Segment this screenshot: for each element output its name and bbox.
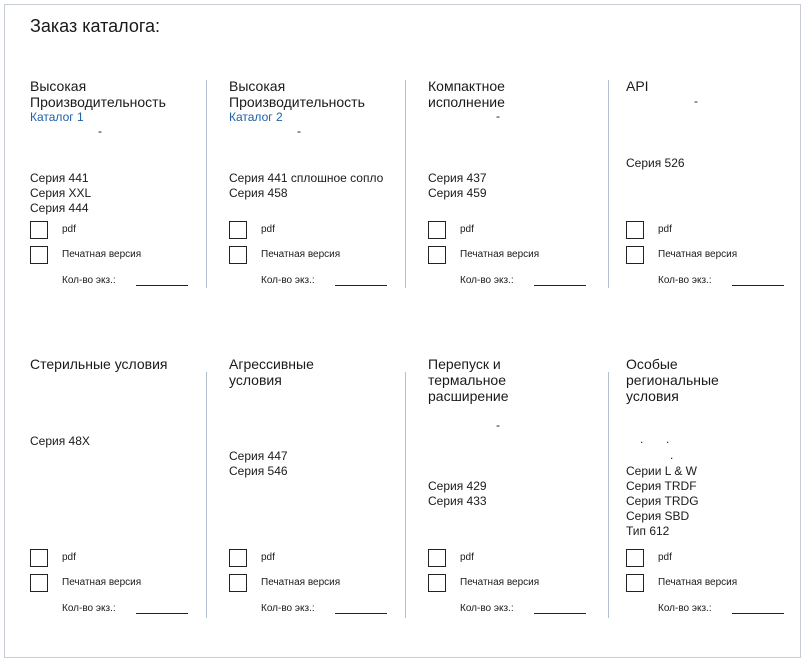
dash-mark: -: [694, 94, 698, 108]
dot-mark: .: [666, 432, 670, 446]
pdf-label: pdf: [460, 224, 474, 235]
pdf-checkbox[interactable]: [626, 221, 644, 239]
dash-mark: -: [297, 124, 301, 138]
dash-mark: -: [98, 124, 102, 138]
series-item: Тип 612: [626, 524, 670, 538]
series-list: [428, 171, 487, 201]
series-item: Серия SBD: [626, 509, 690, 523]
series-list: [626, 156, 685, 171]
quantity-input[interactable]: [732, 601, 784, 614]
print-label: Печатная версия: [261, 577, 341, 588]
series-item: Серия 437: [428, 171, 487, 185]
series-list: [626, 464, 699, 539]
catalog-card-sterile: [30, 356, 220, 626]
series-item: Серия 447: [229, 449, 288, 463]
card-title: Стерильные условия: [30, 356, 168, 372]
series-item: Серия TRDG: [626, 494, 699, 508]
print-label: Печатная версия: [261, 249, 341, 260]
print-checkbox[interactable]: [30, 246, 48, 264]
series-item: Серия 441 сплошное сопло: [229, 171, 384, 185]
print-checkbox[interactable]: [30, 574, 48, 592]
series-item: Серия TRDF: [626, 479, 697, 493]
catalog-card-aggressive: [229, 356, 419, 626]
dash-mark: -: [496, 418, 500, 432]
series-item: Серия 458: [229, 186, 288, 200]
card-title: Высокая Производительность: [229, 78, 365, 110]
card-title: API: [626, 78, 649, 94]
series-item: Серия 429: [428, 479, 487, 493]
pdf-label: pdf: [658, 224, 672, 235]
card-title: Компактное исполнение: [428, 78, 505, 110]
card-title: Особые региональные условия: [626, 356, 719, 404]
series-item: Серия 546: [229, 464, 288, 478]
series-list: [229, 171, 383, 201]
quantity-label: Кол-во экз.:: [460, 603, 514, 614]
quantity-input[interactable]: [136, 601, 188, 614]
series-item: Серия 441: [30, 171, 89, 185]
quantity-label: Кол-во экз.:: [460, 275, 514, 286]
series-list: [229, 449, 288, 479]
series-item: Серия 444: [30, 201, 89, 215]
print-checkbox[interactable]: [428, 246, 446, 264]
print-checkbox[interactable]: [229, 574, 247, 592]
quantity-label: Кол-во экз.:: [62, 275, 116, 286]
print-checkbox[interactable]: [626, 574, 644, 592]
dot-mark: .: [670, 448, 674, 462]
quantity-label: Кол-во экз.:: [658, 603, 712, 614]
series-item: Серия 526: [626, 156, 685, 170]
print-label: Печатная версия: [62, 577, 142, 588]
pdf-checkbox[interactable]: [626, 549, 644, 567]
quantity-input[interactable]: [534, 601, 586, 614]
quantity-label: Кол-во экз.:: [658, 275, 712, 286]
quantity-input[interactable]: [136, 273, 188, 286]
print-checkbox[interactable]: [428, 574, 446, 592]
print-label: Печатная версия: [460, 249, 540, 260]
series-item: Серия 48X: [30, 434, 90, 448]
catalog-card-regional: [626, 356, 806, 626]
series-list: [428, 479, 487, 509]
quantity-label: Кол-во экз.:: [62, 603, 116, 614]
catalog-link[interactable]: Каталог 1: [30, 110, 84, 124]
pdf-label: pdf: [62, 224, 76, 235]
series-list: [30, 434, 90, 449]
print-label: Печатная версия: [460, 577, 540, 588]
pdf-label: pdf: [261, 552, 275, 563]
series-item: Серия XXL: [30, 186, 92, 200]
series-list: [30, 171, 91, 216]
quantity-input[interactable]: [335, 273, 387, 286]
catalog-card-compact: [428, 78, 618, 328]
quantity-input[interactable]: [732, 273, 784, 286]
pdf-label: pdf: [62, 552, 76, 563]
pdf-checkbox[interactable]: [229, 549, 247, 567]
print-label: Печатная версия: [62, 249, 142, 260]
quantity-label: Кол-во экз.:: [261, 275, 315, 286]
dot-mark: .: [640, 432, 644, 446]
pdf-checkbox[interactable]: [229, 221, 247, 239]
dash-mark: -: [496, 109, 500, 123]
catalog-link[interactable]: Каталог 2: [229, 110, 283, 124]
page-title: Заказ каталога:: [30, 16, 161, 36]
series-item: Серии L & W: [626, 464, 697, 478]
pdf-label: pdf: [658, 552, 672, 563]
print-checkbox[interactable]: [229, 246, 247, 264]
pdf-label: pdf: [261, 224, 275, 235]
series-item: Серия 459: [428, 186, 487, 200]
quantity-input[interactable]: [335, 601, 387, 614]
catalog-card-bypass: [428, 356, 618, 626]
print-label: Печатная версия: [658, 249, 738, 260]
series-item: Серия 433: [428, 494, 487, 508]
pdf-checkbox[interactable]: [30, 549, 48, 567]
catalog-card-high-performance-1: [30, 78, 220, 328]
card-title: Высокая Производительность: [30, 78, 166, 110]
pdf-checkbox[interactable]: [30, 221, 48, 239]
card-title: Агрессивные условия: [229, 356, 314, 388]
print-label: Печатная версия: [658, 577, 738, 588]
catalog-card-api: [626, 78, 806, 328]
quantity-label: Кол-во экз.:: [261, 603, 315, 614]
catalog-card-high-performance-2: [229, 78, 419, 328]
pdf-checkbox[interactable]: [428, 549, 446, 567]
card-title: Перепуск и термальное расширение: [428, 356, 509, 404]
pdf-checkbox[interactable]: [428, 221, 446, 239]
quantity-input[interactable]: [534, 273, 586, 286]
print-checkbox[interactable]: [626, 246, 644, 264]
pdf-label: pdf: [460, 552, 474, 563]
